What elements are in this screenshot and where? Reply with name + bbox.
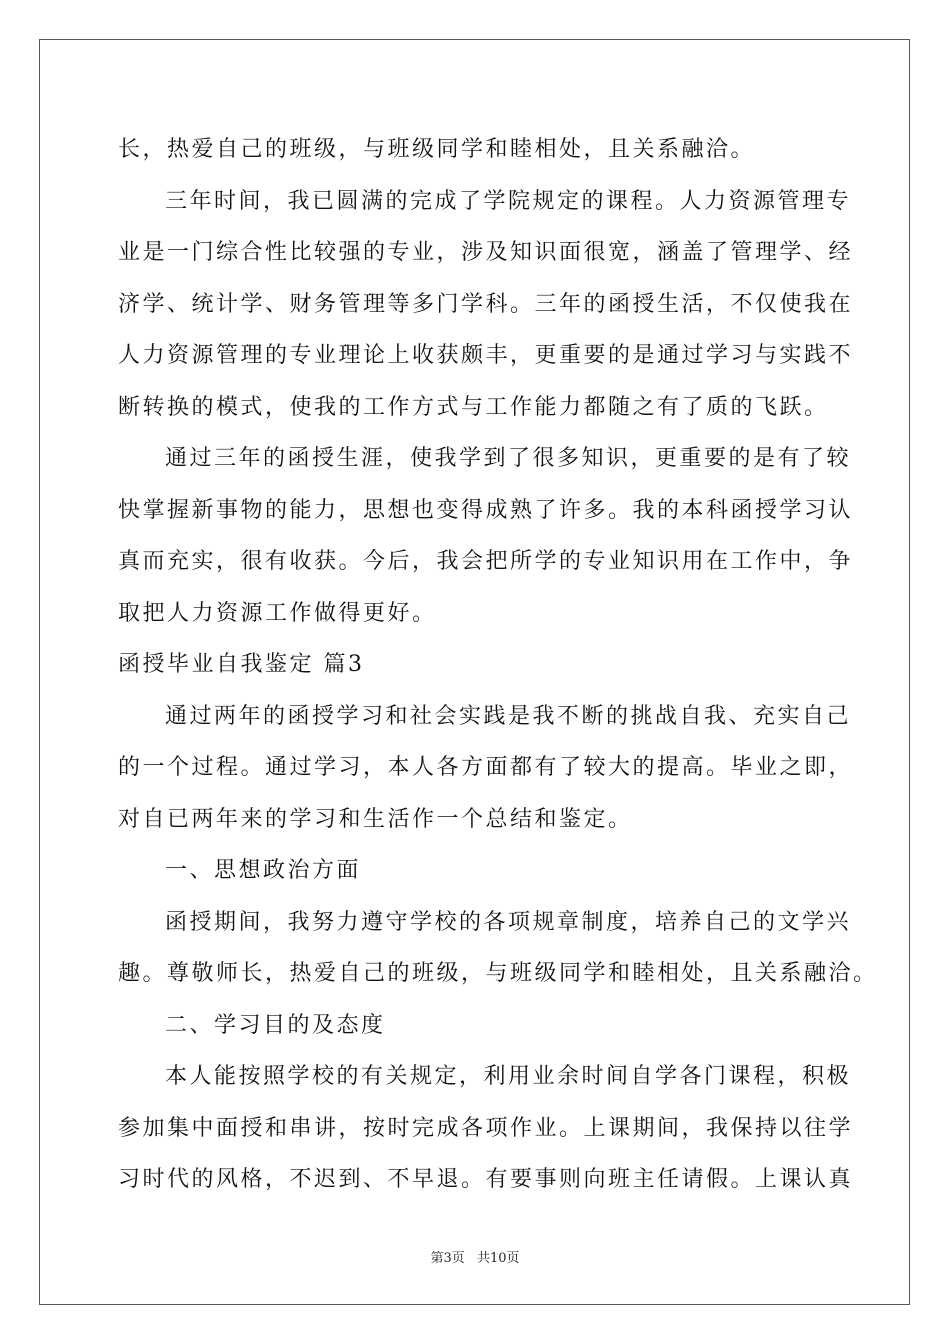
text-line: 济学、统计学、财务管理等多门学科。三年的函授生活，不仅使我在 [118,291,854,317]
text-line: 参加集中面授和串讲，按时完成各项作业。上课期间，我保持以往学 [118,1115,854,1141]
text-line: 趣。尊敬师长，热爱自己的班级，与班级同学和睦相处，且关系融洽。 [118,961,878,986]
text-line: 的一个过程。通过学习，本人各方面都有了较大的提高。毕业之即， [118,755,854,780]
page-number: 第3页 [430,1251,465,1266]
text-line: 通过两年的函授学习和社会实践是我不断的挑战自我、充实自己 [165,703,852,729]
text-line: 业是一门综合性比较强的专业，涉及知识面很宽，涵盖了管理学、经 [118,240,854,265]
text-line: 函授毕业自我鉴定 篇3 [118,652,365,677]
text-line: 断转换的模式，使我的工作方式与工作能力都随之有了质的飞跃。 [118,394,829,420]
text-line: 二、学习目的及态度 [165,1012,386,1038]
text-line: 三年时间，我已圆满的完成了学院规定的课程。人力资源管理专 [165,188,852,214]
text-line: 真而充实，很有收获。今后，我会把所学的专业知识用在工作中，争 [118,549,854,574]
text-line: 函授期间，我努力遵守学校的各项规章制度，培养自己的文学兴 [165,909,852,935]
text-line: 人力资源管理的专业理论上收获颇丰，更重要的是通过学习与实践不 [118,343,854,368]
page-total: 共10页 [476,1251,520,1266]
text-line: 快掌握新事物的能力，思想也变得成熟了许多。我的本科函授学习认 [118,497,854,523]
text-line: 通过三年的函授生涯，使我学到了很多知识，更重要的是有了较 [165,446,852,471]
text-line: 长，热爱自己的班级，与班级同学和睦相处，且关系融洽。 [118,137,756,162]
text-line: 对自已两年来的学习和生活作一个总结和鉴定。 [118,806,633,832]
text-line: 一、思想政治方面 [165,858,362,883]
text-line: 取把人力资源工作做得更好。 [118,600,437,626]
page-footer [0,1247,950,1266]
document-body [118,128,878,1210]
text-line: 本人能按照学校的有关规定，利用业余时间自学各门课程，积极 [165,1064,852,1089]
text-line: 习时代的风格，不迟到、不早退。有要事则向班主任请假。上课认真 [118,1167,854,1192]
